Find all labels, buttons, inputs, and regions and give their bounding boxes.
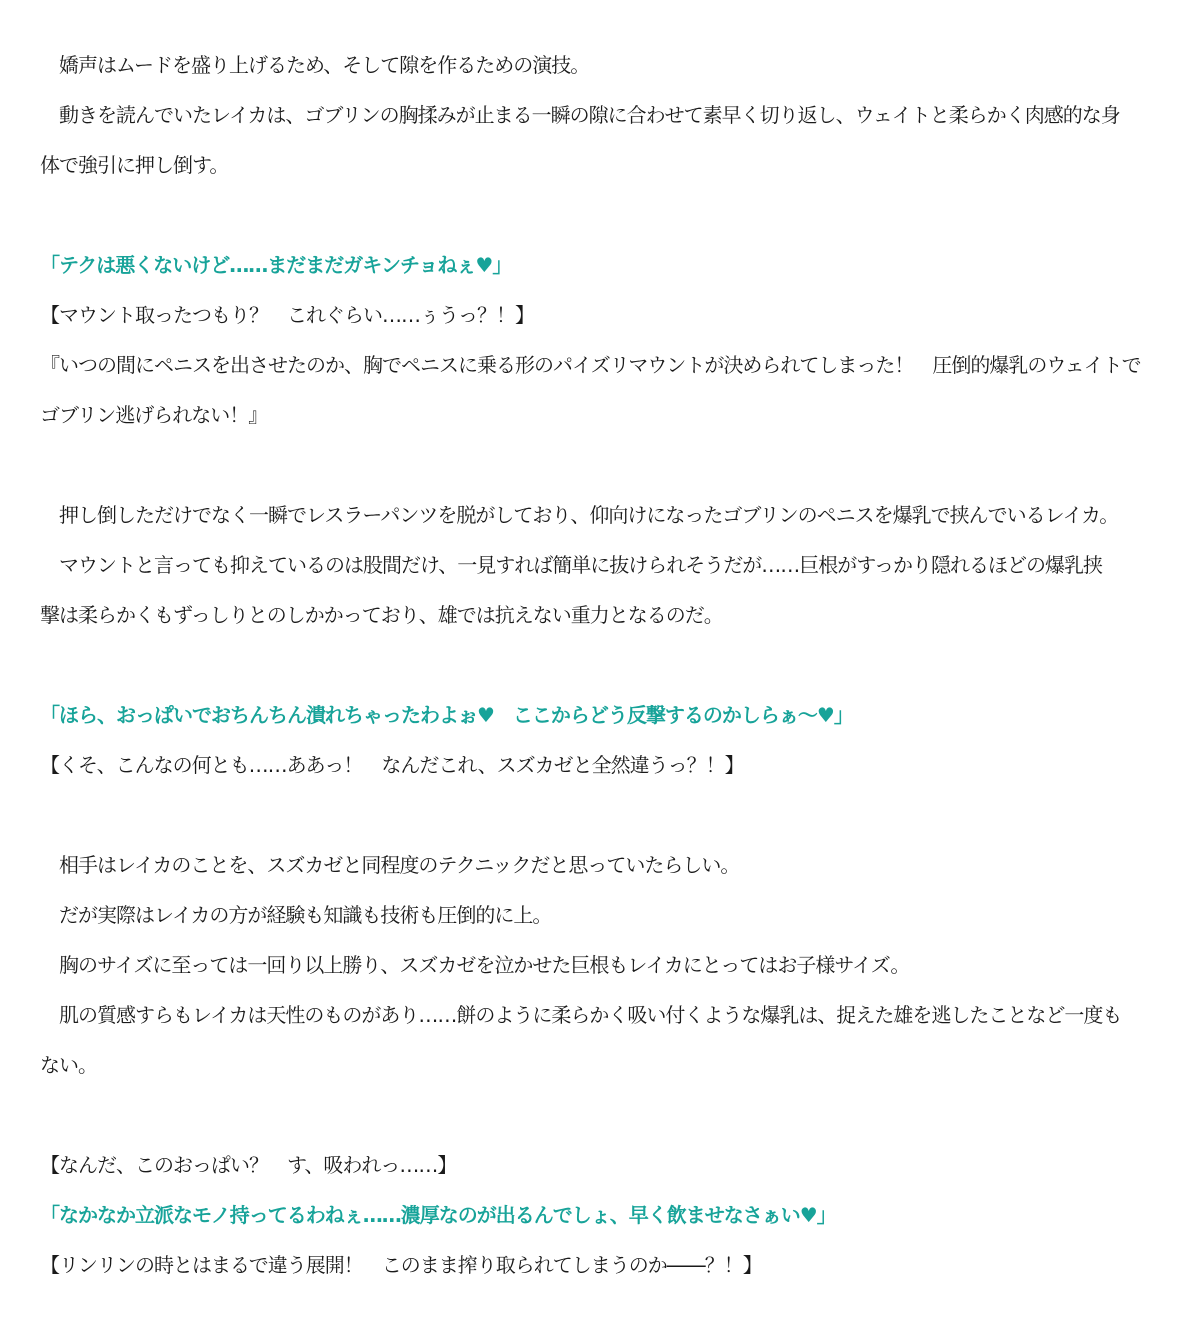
text-line: 押し倒しただけでなく一瞬でレスラーパンツを脱がしており、仰向けになったゴブリンのペニスを爆乳で挟んでいるレイカ。 bbox=[40, 503, 1119, 527]
narration-paragraph bbox=[40, 846, 1150, 1096]
narration-paragraph bbox=[40, 46, 1150, 196]
text-line: 『いつの間にペニスを出させたのか、胸でペニスに乗る形のパイズリマウントが決められてしまった！ 圧倒的爆乳のウェイトで bbox=[40, 353, 1141, 377]
dialogue-block bbox=[40, 246, 1150, 446]
text-line: ない。 bbox=[40, 1053, 97, 1077]
blank-line bbox=[40, 1096, 1150, 1146]
speech-line: 「ほら、おっぱいでおちんちん潰れちゃったわよぉ♥ ここからどう反撃するのかしらぁ～♥」 bbox=[40, 703, 853, 727]
thought-line: 【マウント取ったつもり？ これぐらい……ぅうっ？！】 bbox=[40, 303, 534, 327]
narration-paragraph bbox=[40, 496, 1150, 646]
speech-line: 「なかなか立派なモノ持ってるわねぇ……濃厚なのが出るんでしょ、早く飲ませなさぁい♥」 bbox=[40, 1203, 836, 1227]
document-body bbox=[40, 46, 1150, 1296]
text-line: だが実際はレイカの方が経験も知識も技術も圧倒的に上。 bbox=[40, 903, 552, 927]
blank-line bbox=[40, 446, 1150, 496]
text-line: 体で強引に押し倒す。 bbox=[40, 153, 229, 177]
text-line: ゴブリン逃げられない！』 bbox=[40, 403, 268, 427]
thought-line: 【リンリンの時とはまるで違う展開！ このまま搾り取られてしまうのか――？！】 bbox=[40, 1253, 762, 1277]
text-line: 嬌声はムードを盛り上げるため、そして隙を作るための演技。 bbox=[40, 53, 590, 77]
text-line: 撃は柔らかくもずっしりとのしかかっており、雄では抗えない重力となるのだ。 bbox=[40, 603, 723, 627]
text-line: マウントと言っても抑えているのは股間だけ、一見すれば簡単に抜けられそうだが……巨根がすっかり隠れるほどの爆乳挟 bbox=[40, 553, 1102, 577]
blank-line bbox=[40, 796, 1150, 846]
blank-line bbox=[40, 646, 1150, 696]
speech-line: 「テクは悪くないけど……まだまだガキンチョねぇ♥」 bbox=[40, 253, 512, 277]
text-line: 胸のサイズに至っては一回り以上勝り、スズカゼを泣かせた巨根もレイカにとってはお子様サイズ。 bbox=[40, 953, 910, 977]
dialogue-block bbox=[40, 696, 1150, 796]
thought-line: 【なんだ、このおっぱい？ す、吸われっ……】 bbox=[40, 1153, 457, 1177]
blank-line bbox=[40, 196, 1150, 246]
text-line: 肌の質感すらもレイカは天性のものがあり……餅のように柔らかく吸い付くような爆乳は、捉えた雄を逃したことなど一度も bbox=[40, 1003, 1122, 1027]
text-line: 相手はレイカのことを、スズカゼと同程度のテクニックだと思っていたらしい。 bbox=[40, 853, 740, 877]
thought-line: 【くそ、こんなの何とも……ああっ！ なんだこれ、スズカゼと全然違うっ？！】 bbox=[40, 753, 744, 777]
dialogue-block bbox=[40, 1146, 1150, 1296]
text-line: 動きを読んでいたレイカは、ゴブリンの胸揉みが止まる一瞬の隙に合わせて素早く切り返し、ウェイトと柔らかく肉感的な身 bbox=[40, 103, 1120, 127]
